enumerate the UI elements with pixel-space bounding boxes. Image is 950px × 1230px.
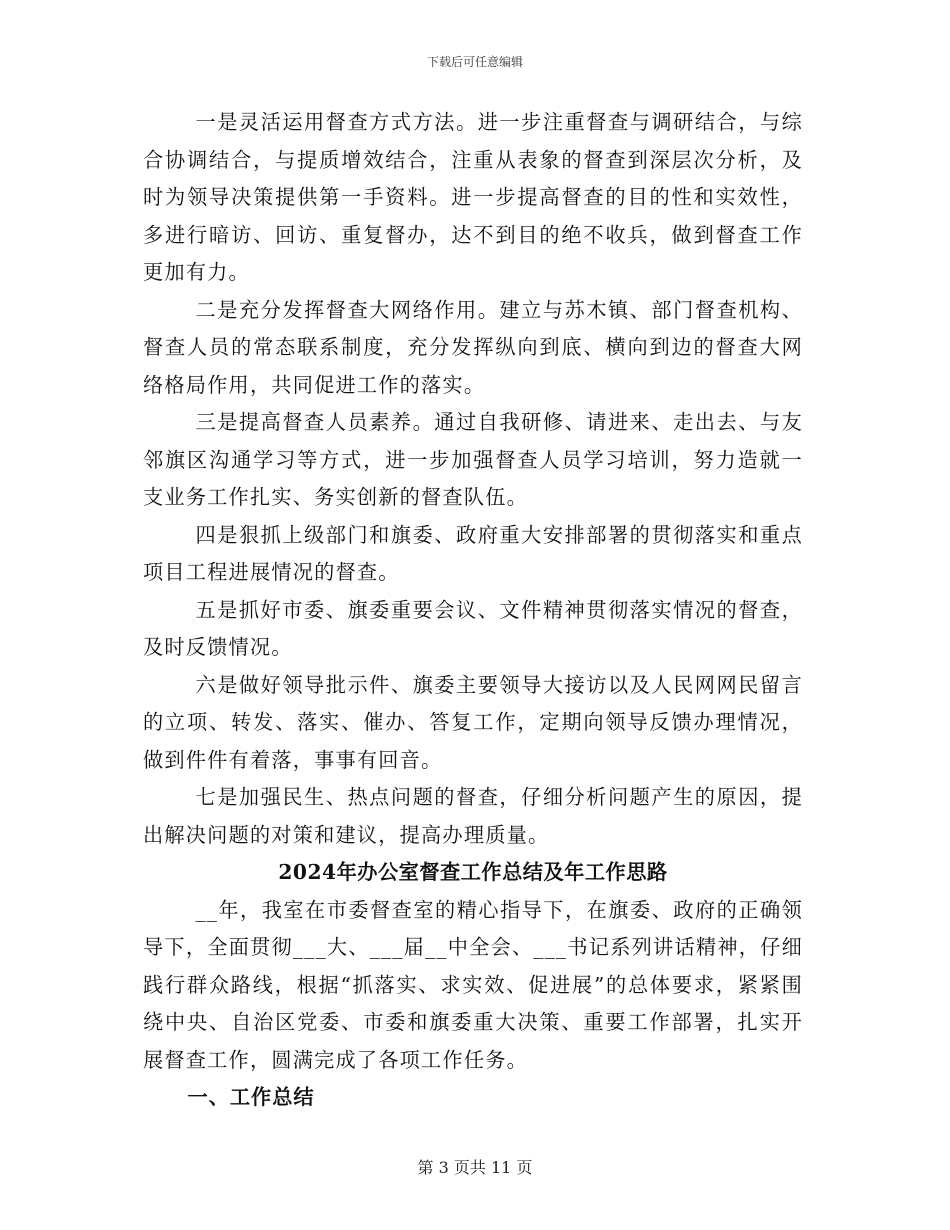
subheading: 一、工作总结 bbox=[187, 1085, 315, 1109]
paragraph-item-7: 七是加强民生、热点问题的督查，仔细分析问题产生的原因，提出解决问题的对策和建议，提高办理质量。 bbox=[143, 785, 803, 847]
intro-paragraph: __年，我室在市委督查室的精心指导下，在旗委、政府的正确领导下，全面贯彻___大、___届__中全会、___书记系列讲话精神，仔细践行群众路线，根据“抓落实、求实效、促进展”的总体要求，紧紧围绕中央、自治区党委、市委和旗委重大决策、重要工作部署，扎实开展督查工作，圆满完成了各项工作任务。 bbox=[143, 897, 803, 1072]
page-footer: 第 3 页共 11 页 bbox=[417, 1158, 533, 1177]
section-title: 2024年办公室督查工作总结及年工作思路 bbox=[278, 860, 668, 884]
document-body bbox=[143, 104, 803, 1117]
paragraph-item-1: 一是灵活运用督查方式方法。进一步注重督查与调研结合，与综合协调结合，与提质增效结合，注重从表象的督查到深层次分析，及时为领导决策提供第一手资料。进一步提高督查的目的性和实效性，多进行暗访、回访、重复督办，达不到目的绝不收兵，做到督查工作更加有力。 bbox=[143, 110, 803, 284]
paragraph-item-3: 三是提高督查人员素养。通过自我研修、请进来、走出去、与友邻旗区沟通学习等方式，进一步加强督查人员学习培训，努力造就一支业务工作扎实、务实创新的督查队伍。 bbox=[143, 410, 803, 509]
paragraph-item-6: 六是做好领导批示件、旗委主要领导大接访以及人民网网民留言的立项、转发、落实、催办、答复工作，定期向领导反馈办理情况，做到件件有着落，事事有回音。 bbox=[143, 672, 803, 772]
page-header: 下载后可任意编辑 bbox=[426, 55, 523, 69]
paragraph-item-2: 二是充分发挥督查大网络作用。建立与苏木镇、部门督查机构、督查人员的常态联系制度，充分发挥纵向到底、横向到边的督查大网络格局作用，共同促进工作的落实。 bbox=[143, 297, 803, 397]
paragraph-item-4: 四是狠抓上级部门和旗委、政府重大安排部署的贯彻落实和重点项目工程进展情况的督查。 bbox=[143, 522, 803, 584]
paragraph-item-5: 五是抓好市委、旗委重要会议、文件精神贯彻落实情况的督查，及时反馈情况。 bbox=[143, 597, 803, 659]
